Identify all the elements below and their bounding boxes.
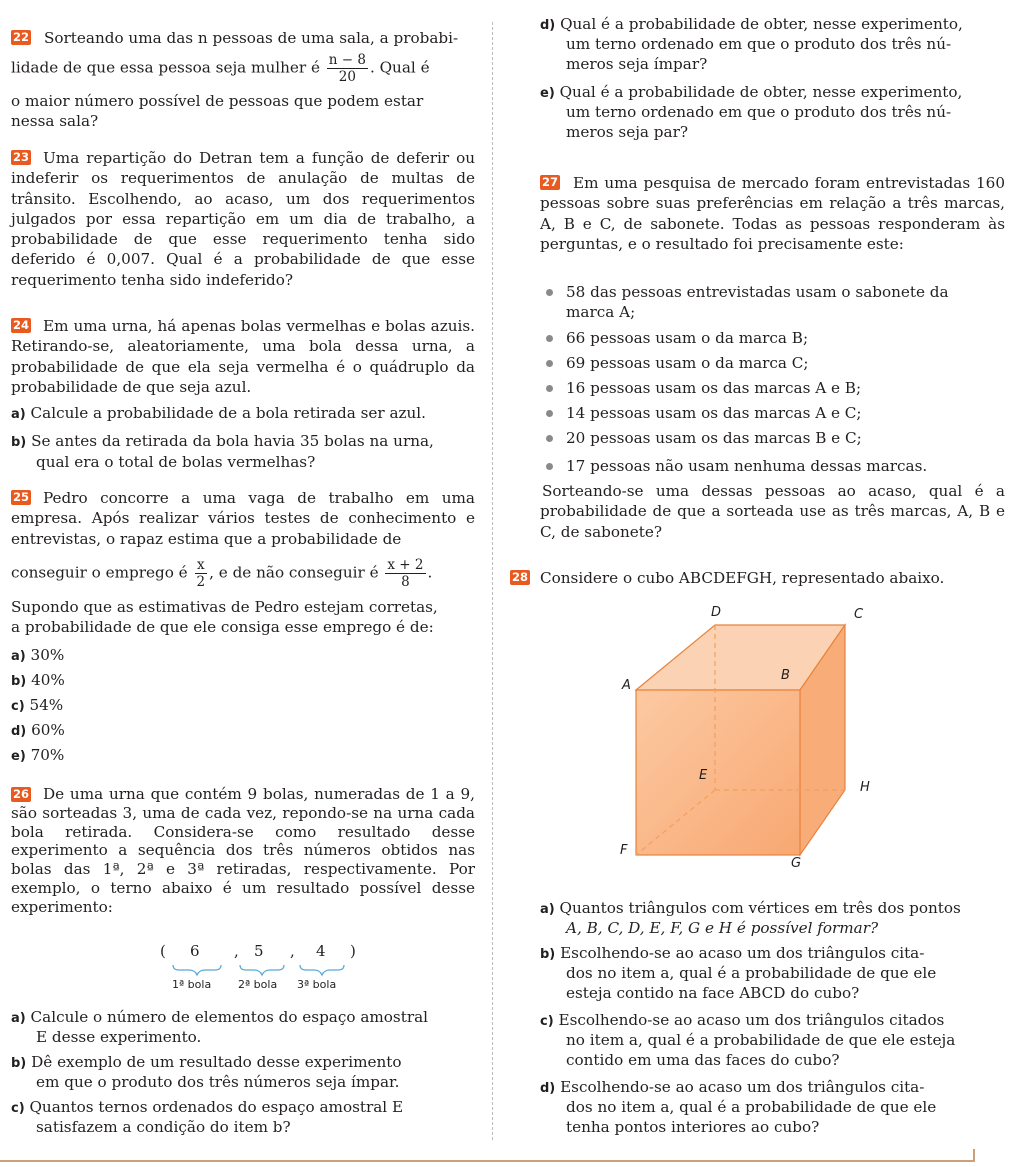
question-26-number: 26 <box>13 787 30 801</box>
bullet-item: 20 pessoas usam os das marcas B e C; <box>566 429 862 447</box>
option-label: a) <box>11 649 26 664</box>
question-22 <box>44 28 476 48</box>
question-26-item-e-line-2: um terno ordenado em que o produto dos três nú- <box>566 103 952 121</box>
fraction-denominator: 2 <box>196 574 206 590</box>
item-text: Qual é a probabilidade de obter, nesse experimento, <box>560 15 963 33</box>
question-28-item-d-line-3: tenha pontos interiores ao cubo? <box>566 1118 820 1136</box>
question-24-item-b-cont: qual era o total de bolas vermelhas? <box>36 453 316 471</box>
bullet-item: 14 pessoas usam os das marcas A e C; <box>566 404 862 422</box>
item-label: b) <box>540 947 556 962</box>
item-label: d) <box>540 18 556 33</box>
question-26-item-a <box>11 1007 428 1029</box>
item-text: Se antes da retirada da bola havia 35 bolas na urna, <box>31 432 434 450</box>
question-26-item-d-line-3: meros seja ímpar? <box>566 55 708 73</box>
question-26-item-e <box>540 82 962 104</box>
question-26-text: De uma urna que contém 9 bolas, numeradas de 1 a 9, são sorteadas 3, uma de cada vez, repondo-se na urna cada bola retirada. Considera-se como resultado desse experimento a sequência dos três números obtidos nas bolas das 1ª, 2ª e 3ª retiradas, respectivamente. Por exemplo, o terno abaixo é um resultado possível desse experimento: <box>11 785 475 916</box>
item-text: Escolhendo-se ao acaso um dos triângulos cita- <box>560 944 925 962</box>
item-label: c) <box>11 1101 25 1116</box>
question-23-number: 23 <box>13 150 30 164</box>
prompt-line: a probabilidade de que ele consiga esse emprego é de: <box>11 618 434 637</box>
question-26-item-e-line-3: meros seja par? <box>566 123 688 141</box>
triple-value-2: 5 <box>254 942 264 960</box>
item-label: d) <box>540 1081 556 1096</box>
question-25-condition <box>11 557 481 590</box>
item-text: Dê exemplo de um resultado desse experimento <box>31 1053 402 1071</box>
bullet-item: 69 pessoas usam o da marca C; <box>566 354 809 372</box>
triple-label-3: 3ª bola <box>297 978 337 991</box>
fraction-x-plus-2-over-8 <box>385 557 425 590</box>
triple-value-3: 4 <box>316 942 326 960</box>
question-25-number: 25 <box>13 490 30 504</box>
question-27-closing: Sorteando-se uma dessas pessoas ao acaso, qual é a probabilidade de que a sorteada use as três marcas, A, B e C, de sabonete? <box>540 482 1005 541</box>
fraction-numerator: x <box>195 557 208 574</box>
bullet-item: 66 pessoas usam o da marca B; <box>566 329 809 347</box>
underbraces <box>140 938 370 978</box>
item-text: Calcule o número de elementos do espaço amostral <box>30 1008 429 1026</box>
bullet-item: 58 das pessoas entrevistadas usam o sabonete da <box>566 283 949 301</box>
triple-separator: , <box>234 942 239 960</box>
option-d <box>11 720 65 742</box>
option-label: e) <box>11 749 26 764</box>
bullet-item: 16 pessoas usam os das marcas A e B; <box>566 379 862 397</box>
cube-front-face <box>636 690 800 855</box>
item-label: a) <box>11 407 26 422</box>
option-text: 70% <box>30 746 65 764</box>
triple-label-2: 2ª bola <box>238 978 278 991</box>
item-text: Calcule a probabilidade de a bola retirada ser azul. <box>30 404 426 422</box>
bullet-item: 17 pessoas não usam nenhuma dessas marcas. <box>566 457 928 475</box>
question-28-text: Considere o cubo ABCDEFGH, representado abaixo. <box>540 569 945 587</box>
item-label: a) <box>540 902 555 917</box>
question-28-item-c-line-2: no item a, qual é a probabilidade de que ele esteja <box>566 1031 956 1049</box>
triple-label-1: 1ª bola <box>172 978 212 991</box>
question-22-text: lidade de que essa pessoa seja mulher é <box>11 58 320 77</box>
question-26-item-d <box>540 14 963 36</box>
question-26-item-c-cont: satisfazem a condição do item b? <box>36 1118 291 1136</box>
question-28-item-b <box>540 943 924 965</box>
underbrace-2 <box>240 965 284 975</box>
question-22-fraction <box>327 52 368 85</box>
item-label: e) <box>540 86 555 101</box>
condition-text: , e de não conseguir é <box>209 563 379 582</box>
option-label: b) <box>11 674 27 689</box>
question-28-number: 28 <box>512 570 529 584</box>
option-label: d) <box>11 724 27 739</box>
vertex-label-c: C <box>854 607 864 622</box>
vertex-label-e: E <box>699 768 708 783</box>
question-22-line-4: nessa sala? <box>11 112 99 131</box>
question-26-item-c <box>11 1097 403 1119</box>
item-label: c) <box>540 1014 554 1029</box>
bottom-rule-tick <box>973 1149 975 1161</box>
question-28-item-b-line-2: dos no item a, qual é a probabilidade de que ele <box>566 964 937 982</box>
option-label: c) <box>11 699 25 714</box>
question-26-item-a-cont: E desse experimento. <box>36 1028 202 1046</box>
item-text: Quantos ternos ordenados do espaço amostral E <box>29 1098 404 1116</box>
cube-figure <box>600 600 900 880</box>
question-22-line-2 <box>11 52 481 85</box>
question-27-text: Em uma pesquisa de mercado foram entrevistadas 160 pessoas sobre suas preferências em relação a três marcas, A, B e C, de sabonete. Todas as pessoas responderam às perguntas, e o resultado foi precisamente este: <box>540 174 1005 253</box>
question-26-item-b-cont: em que o produto dos três números seja ímpar. <box>36 1073 400 1091</box>
condition-text: conseguir o emprego é <box>11 563 188 582</box>
fraction-numerator: n − 8 <box>328 52 366 68</box>
paren-open: ( <box>160 942 166 960</box>
underbrace-3 <box>300 965 344 975</box>
option-a <box>11 645 64 667</box>
ordered-triple-example <box>140 938 370 998</box>
item-label: a) <box>11 1011 26 1026</box>
question-22-line-1: Sorteando uma das n pessoas de uma sala, a probabi- <box>44 29 459 47</box>
prompt-line: Supondo que as estimativas de Pedro estejam corretas, <box>11 598 438 616</box>
question-25-text: Pedro concorre a uma vaga de trabalho em uma empresa. Após realizar vários testes de conhecimento e entrevistas, o rapaz estima que a probabilidade de <box>11 489 475 548</box>
question-26-item-b <box>11 1052 402 1074</box>
item-label: b) <box>11 435 27 450</box>
vertex-label-d: D <box>711 605 722 620</box>
fraction-denominator: 20 <box>338 69 356 85</box>
item-label: b) <box>11 1056 27 1071</box>
question-28-item-c-line-3: contido em uma das faces do cubo? <box>566 1051 840 1069</box>
column-divider <box>492 22 493 1140</box>
question-22-text-end: . Qual é <box>369 58 430 77</box>
question-25-prompt <box>11 597 481 638</box>
vertex-label-b: B <box>781 668 790 683</box>
bullet-item-cont: marca A; <box>566 303 636 321</box>
triple-separator: , <box>290 942 295 960</box>
fraction-numerator: x + 2 <box>387 557 424 573</box>
paren-close: ) <box>350 942 356 960</box>
vertex-label-f: F <box>620 843 628 858</box>
question-28-item-d-line-2: dos no item a, qual é a probabilidade de que ele <box>566 1098 937 1116</box>
option-c <box>11 695 63 717</box>
item-text: Escolhendo-se ao acaso um dos triângulos citados <box>558 1011 945 1029</box>
item-text: Qual é a probabilidade de obter, nesse experimento, <box>559 83 963 101</box>
question-28-item-a <box>540 898 961 920</box>
triple-value-1: 6 <box>190 942 200 960</box>
vertex-label-a: A <box>622 678 631 693</box>
question-22-rest <box>11 91 481 132</box>
condition-text: . <box>427 563 433 582</box>
question-26-item-d-line-2: um terno ordenado em que o produto dos três nú- <box>566 35 952 53</box>
question-28-item-a-cont: A, B, C, D, E, F, G e H é possível formar? <box>566 919 879 937</box>
question-24-text: Em uma urna, há apenas bolas vermelhas e bolas azuis. Retirando-se, aleatoriamente, uma bola dessa urna, a probabilidade de que ela seja vermelha é o quádruplo da probabilidade de que seja azul. <box>11 317 475 396</box>
bottom-rule <box>0 1160 975 1162</box>
question-24-number: 24 <box>13 318 30 332</box>
question-24-item-a <box>11 403 426 425</box>
option-text: 54% <box>29 696 64 714</box>
option-text: 40% <box>31 671 65 689</box>
option-text: 60% <box>31 721 65 739</box>
question-23-text: Uma repartição do Detran tem a função de deferir ou indeferir os requerimentos de anulação de multas de trânsito. Escolhendo, ao acaso, um dos requerimentos julgados por essa repartição em um dia de trabalho, a probabilidade de que esse requerimento tenha sido deferido é 0,007. Qual é a probabilidade de que esse requerimento tenha sido indeferido? <box>11 149 475 289</box>
option-e <box>11 745 64 767</box>
fraction-denominator: 8 <box>401 574 410 590</box>
question-27-number: 27 <box>542 175 559 189</box>
item-text: Quantos triângulos com vértices em três dos pontos <box>559 899 961 917</box>
item-text: Escolhendo-se ao acaso um dos triângulos cita- <box>560 1078 925 1096</box>
vertex-label-g: G <box>791 856 802 871</box>
question-28-item-c <box>540 1010 944 1032</box>
option-b <box>11 670 65 692</box>
question-28-item-d <box>540 1077 924 1099</box>
underbrace-1 <box>173 965 221 975</box>
question-24-item-b <box>11 431 434 453</box>
option-text: 30% <box>30 646 65 664</box>
question-22-number: 22 <box>13 30 30 44</box>
vertex-label-h: H <box>860 780 870 795</box>
question-22-line-3: o maior número possível de pessoas que podem estar <box>11 92 424 110</box>
fraction-x-over-2 <box>195 557 208 590</box>
question-28-item-b-line-3: esteja contido na face ABCD do cubo? <box>566 984 860 1002</box>
